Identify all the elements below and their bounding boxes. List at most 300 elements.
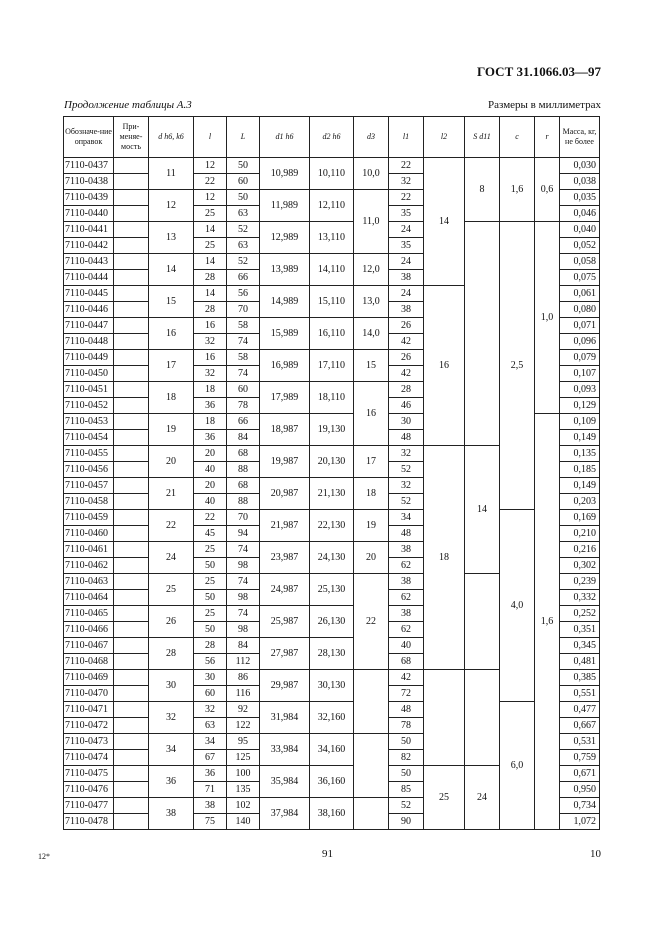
cell-prim [114, 238, 149, 254]
cell-l: 16 [194, 350, 227, 366]
cell-S [465, 574, 500, 670]
cell-code: 7110-0471 [64, 702, 114, 718]
cell-d1: 27,987 [260, 638, 310, 670]
cell-l: 56 [194, 654, 227, 670]
cell-l: 36 [194, 398, 227, 414]
cell-code: 7110-0449 [64, 350, 114, 366]
cell-l1: 82 [389, 750, 424, 766]
cell-d: 17 [149, 350, 194, 382]
cell-l: 45 [194, 526, 227, 542]
cell-prim [114, 414, 149, 430]
cell-L: 70 [227, 302, 260, 318]
cell-d2: 12,110 [310, 190, 354, 222]
cell-prim [114, 814, 149, 830]
cell-d1: 12,989 [260, 222, 310, 254]
cell-code: 7110-0451 [64, 382, 114, 398]
table-row [64, 158, 600, 174]
cell-d: 19 [149, 414, 194, 446]
cell-prim [114, 558, 149, 574]
cell-d2: 18,110 [310, 382, 354, 414]
cell-m: 0,671 [560, 766, 600, 782]
cell-l: 40 [194, 494, 227, 510]
cell-d2: 10,110 [310, 158, 354, 190]
cell-prim [114, 398, 149, 414]
cell-d1: 33,984 [260, 734, 310, 766]
cell-d1: 35,984 [260, 766, 310, 798]
cell-code: 7110-0445 [64, 286, 114, 302]
cell-l: 22 [194, 510, 227, 526]
cell-d1: 20,987 [260, 478, 310, 510]
cell-l: 32 [194, 366, 227, 382]
cell-code: 7110-0476 [64, 782, 114, 798]
cell-prim [114, 430, 149, 446]
cell-m: 0,058 [560, 254, 600, 270]
cell-d2: 22,130 [310, 510, 354, 542]
cell-L: 84 [227, 430, 260, 446]
cell-L: 140 [227, 814, 260, 830]
cell-m: 0,210 [560, 526, 600, 542]
cell-d2: 14,110 [310, 254, 354, 286]
cell-l1: 46 [389, 398, 424, 414]
cell-m: 0,046 [560, 206, 600, 222]
cell-l2: 18 [424, 446, 465, 670]
cell-d: 13 [149, 222, 194, 254]
cell-l: 63 [194, 718, 227, 734]
header-l: l [194, 117, 227, 158]
cell-d3: 15 [354, 350, 389, 382]
cell-code: 7110-0443 [64, 254, 114, 270]
cell-prim [114, 286, 149, 302]
cell-m: 0,149 [560, 478, 600, 494]
cell-l1: 38 [389, 574, 424, 590]
cell-L: 95 [227, 734, 260, 750]
cell-code: 7110-0468 [64, 654, 114, 670]
cell-d: 20 [149, 446, 194, 478]
table-header-row [64, 117, 600, 158]
cell-l: 67 [194, 750, 227, 766]
cell-d3: 18 [354, 478, 389, 510]
cell-d1: 10,989 [260, 158, 310, 190]
cell-d3: 12,0 [354, 254, 389, 286]
cell-prim [114, 462, 149, 478]
cell-l: 32 [194, 702, 227, 718]
cell-l1: 22 [389, 158, 424, 174]
cell-c: 2,5 [500, 222, 535, 510]
cell-d3: 11,0 [354, 190, 389, 254]
cell-L: 102 [227, 798, 260, 814]
cell-l: 50 [194, 622, 227, 638]
cell-m: 0,203 [560, 494, 600, 510]
cell-code: 7110-0466 [64, 622, 114, 638]
cell-l1: 28 [389, 382, 424, 398]
cell-m: 0,302 [560, 558, 600, 574]
cell-l1: 52 [389, 798, 424, 814]
cell-d: 12 [149, 190, 194, 222]
cell-l: 12 [194, 190, 227, 206]
cell-d: 38 [149, 798, 194, 830]
cell-r: 0,6 [535, 158, 560, 222]
table-row [64, 510, 600, 526]
cell-d: 15 [149, 286, 194, 318]
cell-d: 36 [149, 766, 194, 798]
cell-d1: 21,987 [260, 510, 310, 542]
header-r: r [535, 117, 560, 158]
cell-m: 0,107 [560, 366, 600, 382]
cell-d2: 30,130 [310, 670, 354, 702]
cell-l: 18 [194, 382, 227, 398]
header-d: d h6, k6 [149, 117, 194, 158]
cell-d2: 34,160 [310, 734, 354, 766]
cell-S [465, 222, 500, 446]
cell-m: 0,030 [560, 158, 600, 174]
cell-d2: 32,160 [310, 702, 354, 734]
cell-d1: 14,989 [260, 286, 310, 318]
cell-l1: 35 [389, 206, 424, 222]
cell-prim [114, 158, 149, 174]
cell-prim [114, 542, 149, 558]
cell-l1: 90 [389, 814, 424, 830]
cell-code: 7110-0448 [64, 334, 114, 350]
cell-prim [114, 302, 149, 318]
cell-l: 25 [194, 206, 227, 222]
cell-L: 74 [227, 366, 260, 382]
page-number: 91 [322, 848, 333, 860]
cell-L: 52 [227, 254, 260, 270]
cell-code: 7110-0447 [64, 318, 114, 334]
cell-d: 28 [149, 638, 194, 670]
cell-S: 14 [465, 446, 500, 574]
cell-l1: 68 [389, 654, 424, 670]
cell-l: 22 [194, 174, 227, 190]
cell-l1: 48 [389, 702, 424, 718]
cell-L: 52 [227, 222, 260, 238]
cell-L: 100 [227, 766, 260, 782]
cell-code: 7110-0440 [64, 206, 114, 222]
cell-code: 7110-0472 [64, 718, 114, 734]
cell-d3: 16 [354, 382, 389, 446]
cell-m: 0,351 [560, 622, 600, 638]
cell-m: 0,093 [560, 382, 600, 398]
cell-l: 36 [194, 430, 227, 446]
cell-l1: 35 [389, 238, 424, 254]
cell-m: 0,345 [560, 638, 600, 654]
header-c: c [500, 117, 535, 158]
cell-d2: 26,130 [310, 606, 354, 638]
cell-d3: 14,0 [354, 318, 389, 350]
cell-l: 14 [194, 286, 227, 302]
cell-m: 0,551 [560, 686, 600, 702]
cell-d: 21 [149, 478, 194, 510]
cell-d3 [354, 734, 389, 798]
cell-prim [114, 222, 149, 238]
cell-d2: 21,130 [310, 478, 354, 510]
cell-l: 25 [194, 542, 227, 558]
cell-code: 7110-0454 [64, 430, 114, 446]
table-body [64, 158, 600, 830]
cell-d: 16 [149, 318, 194, 350]
cell-d2: 24,130 [310, 542, 354, 574]
cell-code: 7110-0478 [64, 814, 114, 830]
cell-code: 7110-0474 [64, 750, 114, 766]
cell-l: 14 [194, 222, 227, 238]
table-row [64, 702, 600, 718]
cell-d3: 20 [354, 542, 389, 574]
cell-d1: 31,984 [260, 702, 310, 734]
cell-l1: 24 [389, 222, 424, 238]
cell-m: 0,239 [560, 574, 600, 590]
cell-l1: 50 [389, 734, 424, 750]
cell-d3 [354, 670, 389, 734]
cell-r: 1,0 [535, 222, 560, 414]
cell-L: 86 [227, 670, 260, 686]
cell-L: 58 [227, 350, 260, 366]
cell-l1: 72 [389, 686, 424, 702]
cell-prim [114, 526, 149, 542]
cell-l1: 40 [389, 638, 424, 654]
cell-l1: 38 [389, 302, 424, 318]
cell-m: 0,667 [560, 718, 600, 734]
cell-l1: 48 [389, 430, 424, 446]
cell-S: 8 [465, 158, 500, 222]
cell-l1: 62 [389, 622, 424, 638]
cell-d: 18 [149, 382, 194, 414]
cell-L: 94 [227, 526, 260, 542]
cell-l: 32 [194, 334, 227, 350]
cell-prim [114, 702, 149, 718]
cell-d: 14 [149, 254, 194, 286]
cell-prim [114, 366, 149, 382]
cell-m: 0,385 [560, 670, 600, 686]
cell-l: 28 [194, 302, 227, 318]
cell-L: 58 [227, 318, 260, 334]
cell-code: 7110-0462 [64, 558, 114, 574]
cell-l1: 30 [389, 414, 424, 430]
cell-d1: 24,987 [260, 574, 310, 606]
cell-l: 50 [194, 590, 227, 606]
cell-m: 0,216 [560, 542, 600, 558]
cell-l: 25 [194, 606, 227, 622]
cell-L: 74 [227, 574, 260, 590]
header-l1: l1 [389, 117, 424, 158]
cell-code: 7110-0463 [64, 574, 114, 590]
cell-prim [114, 478, 149, 494]
cell-m: 0,040 [560, 222, 600, 238]
cell-code: 7110-0461 [64, 542, 114, 558]
cell-l1: 38 [389, 606, 424, 622]
cell-l1: 24 [389, 286, 424, 302]
cell-d3: 22 [354, 574, 389, 670]
cell-code: 7110-0460 [64, 526, 114, 542]
cell-prim [114, 254, 149, 270]
cell-c: 6,0 [500, 702, 535, 830]
cell-m: 0,096 [560, 334, 600, 350]
cell-l: 36 [194, 766, 227, 782]
header-code: Обозначе-ние оправок [64, 117, 114, 158]
header-d1: d1 h6 [260, 117, 310, 158]
cell-m: 0,734 [560, 798, 600, 814]
cell-l1: 48 [389, 526, 424, 542]
cell-d3: 19 [354, 510, 389, 542]
cell-d2: 20,130 [310, 446, 354, 478]
cell-code: 7110-0459 [64, 510, 114, 526]
cell-m: 0,080 [560, 302, 600, 318]
cell-d3 [354, 798, 389, 830]
cell-d: 32 [149, 702, 194, 734]
cell-l1: 26 [389, 318, 424, 334]
cell-code: 7110-0444 [64, 270, 114, 286]
cell-L: 66 [227, 270, 260, 286]
cell-code: 7110-0464 [64, 590, 114, 606]
cell-prim [114, 750, 149, 766]
cell-d1: 17,989 [260, 382, 310, 414]
cell-L: 135 [227, 782, 260, 798]
cell-d3: 10,0 [354, 158, 389, 190]
cell-prim [114, 382, 149, 398]
cell-code: 7110-0437 [64, 158, 114, 174]
cell-code: 7110-0439 [64, 190, 114, 206]
cell-prim [114, 190, 149, 206]
cell-m: 0,169 [560, 510, 600, 526]
cell-prim [114, 446, 149, 462]
cell-code: 7110-0456 [64, 462, 114, 478]
cell-d: 22 [149, 510, 194, 542]
cell-m: 0,759 [560, 750, 600, 766]
cell-l: 18 [194, 414, 227, 430]
cell-prim [114, 654, 149, 670]
cell-L: 70 [227, 510, 260, 526]
cell-l: 20 [194, 478, 227, 494]
cell-L: 78 [227, 398, 260, 414]
cell-prim [114, 494, 149, 510]
cell-prim [114, 206, 149, 222]
cell-L: 122 [227, 718, 260, 734]
cell-code: 7110-0438 [64, 174, 114, 190]
cell-prim [114, 798, 149, 814]
cell-m: 0,075 [560, 270, 600, 286]
cell-L: 50 [227, 190, 260, 206]
cell-prim [114, 686, 149, 702]
cell-prim [114, 622, 149, 638]
cell-L: 63 [227, 206, 260, 222]
cell-l2: 16 [424, 286, 465, 446]
cell-l1: 42 [389, 334, 424, 350]
cell-m: 0,149 [560, 430, 600, 446]
cell-l2: 14 [424, 158, 465, 286]
cell-m: 0,135 [560, 446, 600, 462]
table-row [64, 222, 600, 238]
cell-l: 50 [194, 558, 227, 574]
footer-right-number: 10 [590, 848, 601, 860]
cell-d3: 13,0 [354, 286, 389, 318]
cell-l1: 85 [389, 782, 424, 798]
cell-L: 116 [227, 686, 260, 702]
cell-l: 40 [194, 462, 227, 478]
cell-d1: 18,987 [260, 414, 310, 446]
cell-L: 50 [227, 158, 260, 174]
cell-m: 0,035 [560, 190, 600, 206]
cell-l1: 32 [389, 446, 424, 462]
header-d3: d3 [354, 117, 389, 158]
cell-code: 7110-0465 [64, 606, 114, 622]
cell-l: 20 [194, 446, 227, 462]
cell-d1: 37,984 [260, 798, 310, 830]
cell-prim [114, 638, 149, 654]
cell-l: 34 [194, 734, 227, 750]
cell-m: 0,252 [560, 606, 600, 622]
cell-prim [114, 350, 149, 366]
header-L: L [227, 117, 260, 158]
cell-d: 34 [149, 734, 194, 766]
cell-code: 7110-0453 [64, 414, 114, 430]
cell-L: 88 [227, 462, 260, 478]
cell-m: 0,481 [560, 654, 600, 670]
cell-l1: 62 [389, 558, 424, 574]
header-applicability: При-меняе-мость [114, 117, 149, 158]
cell-code: 7110-0470 [64, 686, 114, 702]
cell-m: 0,052 [560, 238, 600, 254]
cell-L: 98 [227, 590, 260, 606]
cell-d: 25 [149, 574, 194, 606]
cell-l1: 42 [389, 670, 424, 686]
cell-L: 84 [227, 638, 260, 654]
cell-m: 0,531 [560, 734, 600, 750]
cell-l: 28 [194, 638, 227, 654]
cell-d2: 15,110 [310, 286, 354, 318]
cell-m: 0,332 [560, 590, 600, 606]
header-d2: d2 h6 [310, 117, 354, 158]
cell-d1: 16,989 [260, 350, 310, 382]
cell-d1: 29,987 [260, 670, 310, 702]
cell-l1: 26 [389, 350, 424, 366]
cell-d2: 13,110 [310, 222, 354, 254]
cell-prim [114, 510, 149, 526]
cell-d: 11 [149, 158, 194, 190]
cell-l: 25 [194, 238, 227, 254]
cell-l1: 62 [389, 590, 424, 606]
cell-d1: 11,989 [260, 190, 310, 222]
cell-c: 4,0 [500, 510, 535, 702]
cell-S [465, 670, 500, 766]
cell-L: 125 [227, 750, 260, 766]
cell-prim [114, 718, 149, 734]
cell-prim [114, 590, 149, 606]
cell-L: 98 [227, 622, 260, 638]
cell-l: 71 [194, 782, 227, 798]
cell-code: 7110-0457 [64, 478, 114, 494]
cell-L: 92 [227, 702, 260, 718]
cell-l: 25 [194, 574, 227, 590]
cell-m: 0,185 [560, 462, 600, 478]
cell-l1: 32 [389, 478, 424, 494]
cell-m: 0,129 [560, 398, 600, 414]
cell-code: 7110-0452 [64, 398, 114, 414]
cell-code: 7110-0442 [64, 238, 114, 254]
cell-m: 0,071 [560, 318, 600, 334]
cell-l: 75 [194, 814, 227, 830]
units-note: Размеры в миллиметрах [488, 99, 601, 111]
cell-prim [114, 670, 149, 686]
footer-sheet-mark: 12* [38, 852, 50, 861]
cell-code: 7110-0467 [64, 638, 114, 654]
cell-d3: 17 [354, 446, 389, 478]
cell-L: 74 [227, 606, 260, 622]
cell-l2: 25 [424, 766, 465, 830]
cell-m: 0,109 [560, 414, 600, 430]
cell-L: 63 [227, 238, 260, 254]
cell-prim [114, 734, 149, 750]
cell-prim [114, 318, 149, 334]
cell-l1: 38 [389, 542, 424, 558]
